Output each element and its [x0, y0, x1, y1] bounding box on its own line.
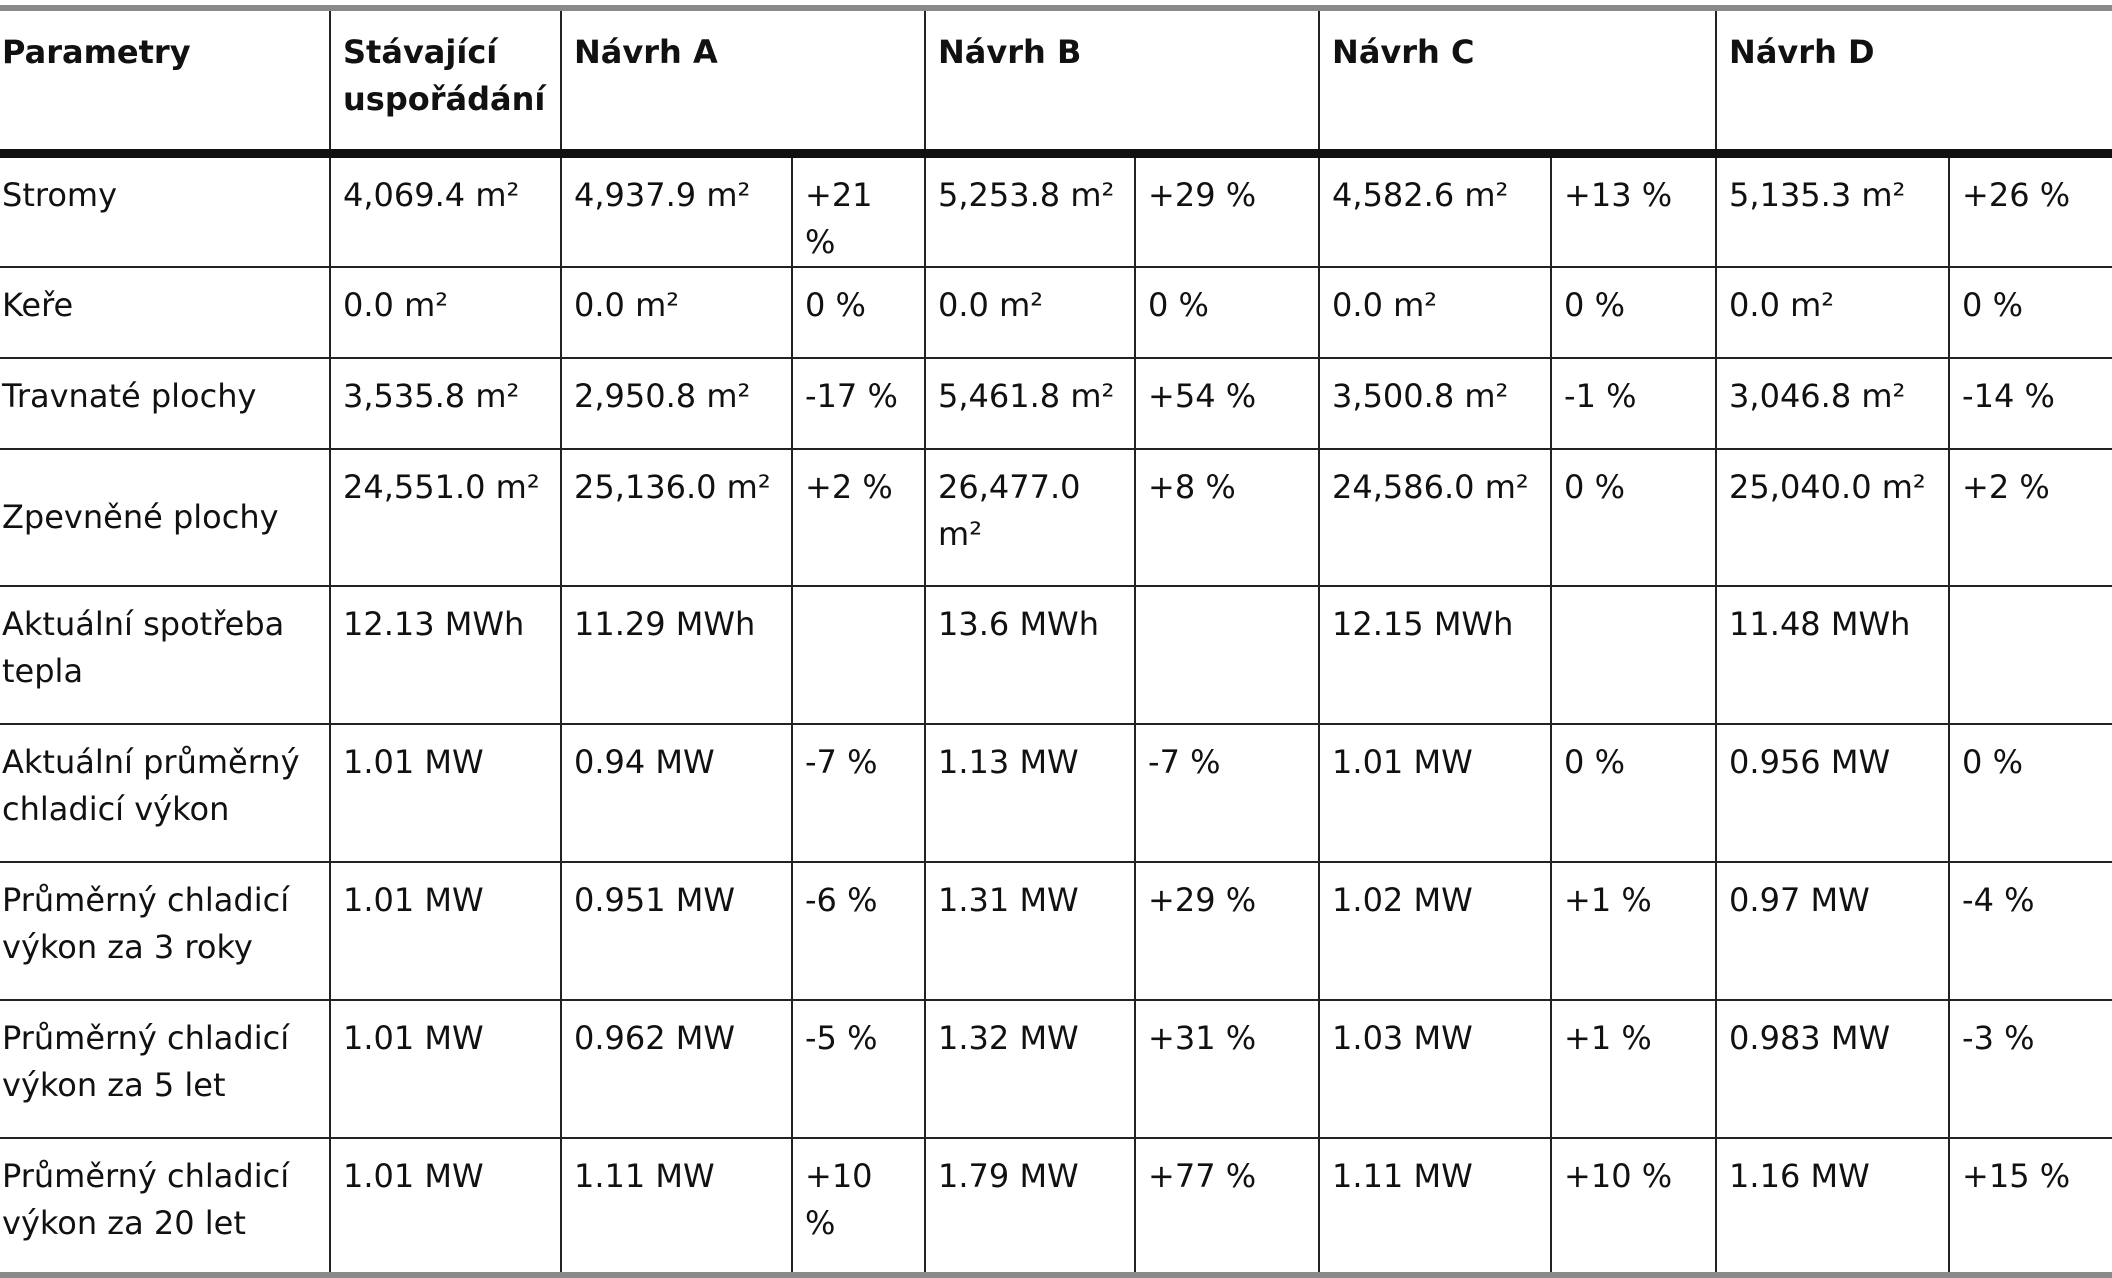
design-change: +21 %	[792, 153, 925, 267]
design-value: 5,461.8 m²	[925, 358, 1135, 449]
design-change: +10 %	[792, 1138, 925, 1275]
header-design-a: Návrh A	[561, 8, 925, 153]
design-change: +26 %	[1949, 153, 2112, 267]
design-value: 1.16 MW	[1716, 1138, 1949, 1275]
design-value: 12.15 MWh	[1319, 586, 1551, 724]
design-change: +77 %	[1135, 1138, 1319, 1275]
current-value: 1.01 MW	[330, 862, 561, 1000]
design-change: -3 %	[1949, 1000, 2112, 1138]
design-change: +29 %	[1135, 862, 1319, 1000]
header-design-c: Návrh C	[1319, 8, 1716, 153]
table-row	[0, 1138, 2112, 1275]
row-label: Průměrný chladicí výkon za 5 let	[0, 1000, 330, 1138]
table-row	[0, 862, 2112, 1000]
header-design-b: Návrh B	[925, 8, 1319, 153]
design-change: +2 %	[1949, 449, 2112, 586]
design-value: 1.03 MW	[1319, 1000, 1551, 1138]
design-value: 4,937.9 m²	[561, 153, 792, 267]
design-change: -7 %	[792, 724, 925, 862]
design-change: +29 %	[1135, 153, 1319, 267]
design-value: 13.6 MWh	[925, 586, 1135, 724]
current-value: 24,551.0 m²	[330, 449, 561, 586]
design-value: 24,586.0 m²	[1319, 449, 1551, 586]
design-change: +1 %	[1551, 862, 1716, 1000]
design-change	[1551, 586, 1716, 724]
current-value: 4,069.4 m²	[330, 153, 561, 267]
design-value: 1.02 MW	[1319, 862, 1551, 1000]
design-value: 3,046.8 m²	[1716, 358, 1949, 449]
design-change: +15 %	[1949, 1138, 2112, 1275]
design-value: 5,135.3 m²	[1716, 153, 1949, 267]
design-value: 0.0 m²	[925, 267, 1135, 358]
design-value: 11.48 MWh	[1716, 586, 1949, 724]
design-change: +8 %	[1135, 449, 1319, 586]
design-change: -17 %	[792, 358, 925, 449]
current-value: 1.01 MW	[330, 724, 561, 862]
row-label: Aktuální průměrný chladicí výkon	[0, 724, 330, 862]
row-label: Aktuální spotřeba tepla	[0, 586, 330, 724]
row-label: Průměrný chladicí výkon za 20 let	[2, 1156, 290, 1242]
design-change	[1949, 586, 2112, 724]
current-value: 1.01 MW	[330, 1000, 561, 1138]
design-value: 0.97 MW	[1716, 862, 1949, 1000]
design-value: 3,500.8 m²	[1319, 358, 1551, 449]
table-row	[0, 449, 2112, 586]
design-value: 11.29 MWh	[561, 586, 792, 724]
design-value: 0.94 MW	[561, 724, 792, 862]
table-row	[0, 358, 2112, 449]
design-value: 25,136.0 m²	[561, 449, 792, 586]
design-change: +2 %	[792, 449, 925, 586]
design-value: 25,040.0 m²	[1716, 449, 1949, 586]
design-change: +54 %	[1135, 358, 1319, 449]
table-row	[0, 724, 2112, 862]
design-change	[792, 586, 925, 724]
design-value: 0.0 m²	[1319, 267, 1551, 358]
design-change: 0 %	[1135, 267, 1319, 358]
design-value: 0.962 MW	[561, 1000, 792, 1138]
design-value: 2,950.8 m²	[561, 358, 792, 449]
header-design-d: Návrh D	[1716, 8, 2112, 153]
design-value: 0.0 m²	[561, 267, 792, 358]
design-value: 1.01 MW	[1319, 724, 1551, 862]
design-change: 0 %	[792, 267, 925, 358]
design-value: 1.32 MW	[925, 1000, 1135, 1138]
row-label: Zpevněné plochy	[0, 449, 330, 586]
header-row	[0, 8, 2112, 153]
design-change: 0 %	[1551, 267, 1716, 358]
design-change: -4 %	[1949, 862, 2112, 1000]
design-change: 0 %	[1949, 267, 2112, 358]
design-value: 1.11 MW	[1319, 1138, 1551, 1275]
current-value: 1.01 MW	[330, 1138, 561, 1275]
table-row	[0, 153, 2112, 267]
design-change: +13 %	[1551, 153, 1716, 267]
design-change: -14 %	[1949, 358, 2112, 449]
design-value: 4,582.6 m²	[1319, 153, 1551, 267]
design-value: 0.0 m²	[1716, 267, 1949, 358]
design-value: 0.983 MW	[1716, 1000, 1949, 1138]
design-value: 26,477.0 m²	[925, 449, 1135, 586]
design-value: 0.956 MW	[1716, 724, 1949, 862]
design-change: 0 %	[1551, 449, 1716, 586]
current-value: 0.0 m²	[330, 267, 561, 358]
header-current: Stávající uspořádání	[330, 8, 561, 153]
design-change: +10 %	[1551, 1138, 1716, 1275]
design-change: 0 %	[1949, 724, 2112, 862]
design-change: +1 %	[1551, 1000, 1716, 1138]
design-value: 1.11 MW	[561, 1138, 792, 1275]
design-value: 5,253.8 m²	[925, 153, 1135, 267]
design-value: 1.31 MW	[925, 862, 1135, 1000]
row-label: Průměrný chladicí výkon za 3 roky	[0, 862, 330, 1000]
table-row	[0, 1000, 2112, 1138]
design-change: -5 %	[792, 1000, 925, 1138]
design-value: 1.13 MW	[925, 724, 1135, 862]
design-change	[1135, 586, 1319, 724]
design-change: +31 %	[1135, 1000, 1319, 1138]
design-change: -7 %	[1135, 724, 1319, 862]
comparison-table	[0, 5, 2112, 1278]
row-label: Keře	[0, 267, 330, 358]
current-value: 3,535.8 m²	[330, 358, 561, 449]
design-change: -6 %	[792, 862, 925, 1000]
row-label: Stromy	[0, 153, 330, 267]
design-value: 1.79 MW	[925, 1138, 1135, 1275]
design-change: 0 %	[1551, 724, 1716, 862]
table-row	[0, 267, 2112, 358]
current-value: 12.13 MWh	[330, 586, 561, 724]
row-label: Travnaté plochy	[0, 358, 330, 449]
design-change: -1 %	[1551, 358, 1716, 449]
header-param: Parametry	[0, 8, 330, 153]
design-value: 0.951 MW	[561, 862, 792, 1000]
table-row	[0, 586, 2112, 724]
